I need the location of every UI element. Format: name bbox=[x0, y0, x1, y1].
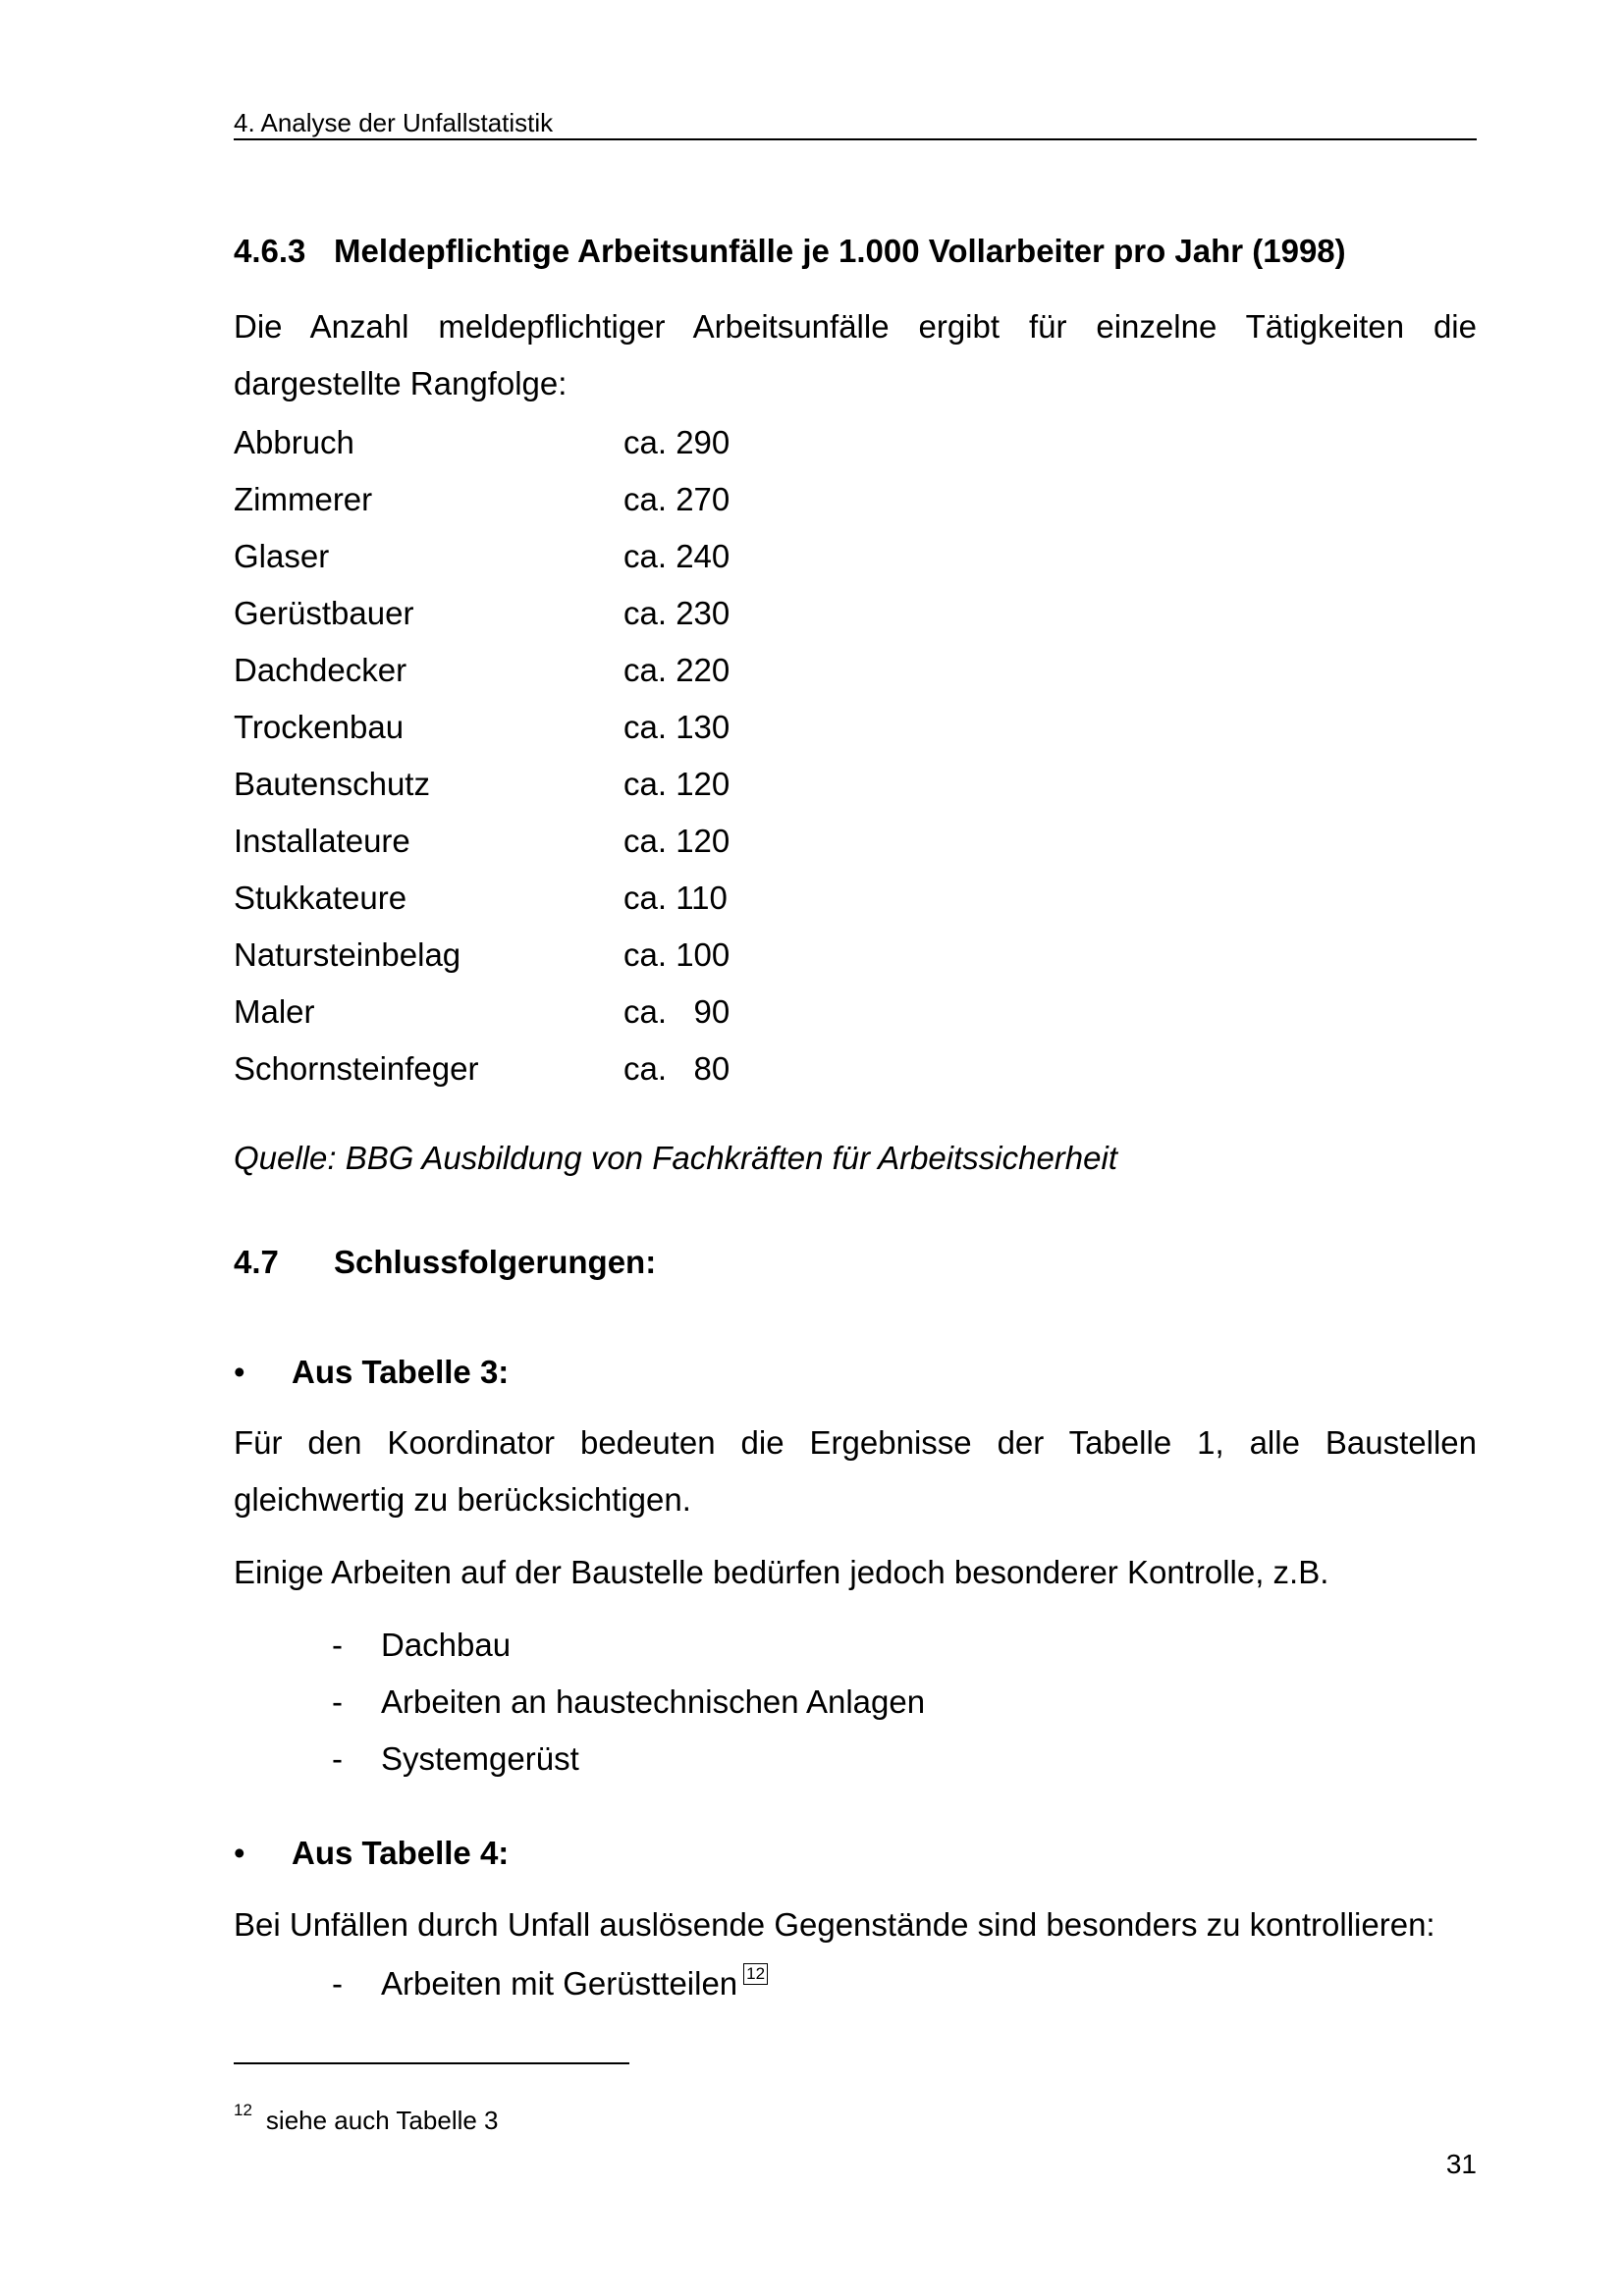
list-item bbox=[234, 414, 730, 471]
footnote-number: 12 bbox=[234, 2101, 252, 2119]
section-number: 4.6.3 bbox=[234, 233, 306, 269]
paragraph-special-controls: Einige Arbeiten auf der Baustelle bedürfen jedoch besonderer Kontrolle, z.B. bbox=[234, 1554, 1329, 1590]
bullet-heading-text: Aus Tabelle 4: bbox=[292, 1835, 510, 1871]
table-4-dash-list bbox=[332, 1955, 768, 2012]
accident-rate: ca. 230 bbox=[623, 595, 730, 631]
dash-glyph: - bbox=[332, 1627, 343, 1663]
dash-glyph: - bbox=[332, 1740, 343, 1777]
section-title: Schlussfolgerungen: bbox=[334, 1244, 657, 1280]
accident-rate: ca. 220 bbox=[623, 652, 730, 688]
footnote-divider bbox=[234, 2062, 629, 2064]
trade-name: Stukkateure bbox=[234, 880, 407, 916]
list-item bbox=[234, 813, 730, 870]
bullet-glyph: • bbox=[234, 1354, 245, 1390]
page-number: 31 bbox=[1445, 2149, 1477, 2179]
trade-name: Abbruch bbox=[234, 424, 354, 460]
accident-rate: ca. 270 bbox=[623, 481, 730, 517]
footnote-text: siehe auch Tabelle 3 bbox=[265, 2106, 499, 2135]
trade-name: Maler bbox=[234, 993, 315, 1030]
list-item bbox=[234, 471, 730, 528]
list-item-text: Dachbau bbox=[381, 1627, 512, 1663]
trade-name: Dachdecker bbox=[234, 652, 407, 688]
bullet-glyph: • bbox=[234, 1835, 245, 1871]
running-header: 4. Analyse der Unfallstatistik bbox=[234, 107, 1477, 140]
footnote-reference[interactable]: 12 bbox=[743, 1963, 768, 1985]
list-item bbox=[234, 642, 730, 699]
accident-rate: ca. 120 bbox=[623, 766, 730, 802]
list-item bbox=[234, 756, 730, 813]
trade-name: Natursteinbelag bbox=[234, 936, 461, 973]
accident-rate: ca. 110 bbox=[623, 880, 728, 916]
list-item bbox=[332, 1955, 768, 2012]
list-item bbox=[234, 927, 730, 984]
intro-paragraph: Die Anzahl meldepflichtiger Arbeitsunfälle ergibt für einzelne Tätigkeiten die dargestellte Rangfolge: bbox=[234, 308, 1477, 401]
table-3-dash-list bbox=[332, 1617, 925, 1788]
section-heading-4-6-3 bbox=[234, 232, 1346, 271]
list-item bbox=[332, 1731, 925, 1788]
paragraph-table-4-conclusion: Bei Unfällen durch Unfall auslösende Gegenstände sind besonders zu kontrollieren: bbox=[234, 1906, 1435, 1943]
accident-rate: ca. 130 bbox=[623, 709, 730, 745]
dash-glyph: - bbox=[332, 1683, 343, 1720]
list-item bbox=[234, 984, 730, 1041]
list-item-text: Systemgerüst bbox=[381, 1740, 579, 1777]
list-item-text: Arbeiten an haustechnischen Anlagen bbox=[381, 1683, 926, 1720]
trade-name: Zimmerer bbox=[234, 481, 373, 517]
bullet-heading-text: Aus Tabelle 3: bbox=[292, 1354, 510, 1390]
dash-glyph: - bbox=[332, 1965, 343, 2002]
bullet-heading-table-3 bbox=[234, 1351, 509, 1394]
trade-name: Schornsteinfeger bbox=[234, 1050, 479, 1087]
section-title: Meldepflichtige Arbeitsunfälle je 1.000 Vollarbeiter pro Jahr (1998) bbox=[334, 233, 1346, 269]
list-item bbox=[234, 1041, 730, 1097]
list-item bbox=[234, 528, 730, 585]
footnote bbox=[234, 2091, 499, 2140]
list-item bbox=[332, 1674, 925, 1731]
accident-rate: ca. 290 bbox=[623, 424, 730, 460]
bullet-heading-table-4 bbox=[234, 1832, 509, 1875]
list-item bbox=[332, 1617, 925, 1674]
list-item bbox=[234, 870, 730, 927]
list-item bbox=[234, 699, 730, 756]
list-item-text: Arbeiten mit Gerüstteilen bbox=[381, 1965, 738, 2002]
accident-rate: ca. 100 bbox=[623, 936, 730, 973]
trade-name: Glaser bbox=[234, 538, 330, 574]
accident-rate: ca. 90 bbox=[623, 993, 730, 1030]
trade-name: Trockenbau bbox=[234, 709, 405, 745]
section-number: 4.7 bbox=[234, 1244, 279, 1280]
source-citation: Quelle: BBG Ausbildung von Fachkräften für Arbeitssicherheit bbox=[234, 1140, 1118, 1176]
accident-rate: ca. 80 bbox=[623, 1050, 730, 1087]
accident-rate: ca. 120 bbox=[623, 823, 730, 859]
section-heading-4-7 bbox=[234, 1243, 656, 1282]
trade-name: Installateure bbox=[234, 823, 410, 859]
list-item bbox=[234, 585, 730, 642]
ranking-list bbox=[234, 414, 730, 1097]
trade-name: Gerüstbauer bbox=[234, 595, 414, 631]
trade-name: Bautenschutz bbox=[234, 766, 430, 802]
paragraph-table-3-conclusion: Für den Koordinator bedeuten die Ergebnisse der Tabelle 1, alle Baustellen gleichwertig zu berücksichtigen. bbox=[234, 1424, 1477, 1518]
accident-rate: ca. 240 bbox=[623, 538, 730, 574]
